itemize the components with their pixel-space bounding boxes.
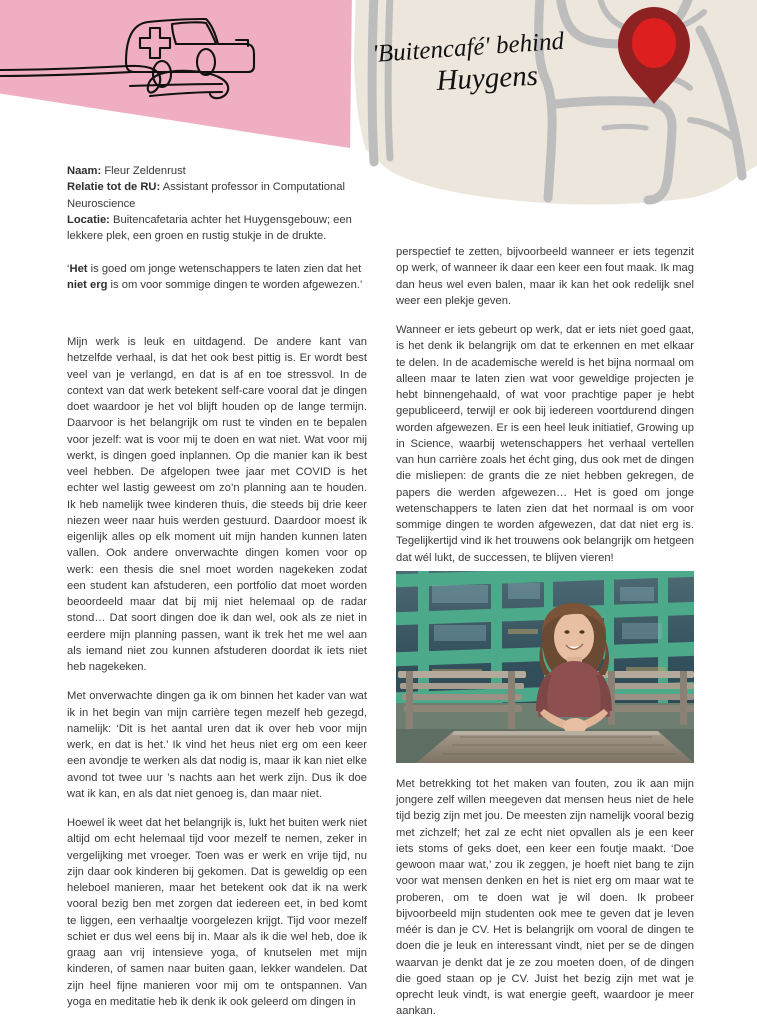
- meta-label-relation: Relatie tot de RU:: [67, 181, 161, 194]
- map-caption-line1: 'Buitencafé' behind: [371, 27, 565, 68]
- pink-accent-shape: [0, 0, 352, 148]
- meta-label-location: Locatie:: [67, 213, 110, 226]
- meta-row-location: [67, 212, 367, 245]
- portrait-photo-fleur-at-outdoor-table: [396, 571, 694, 763]
- paragraph: Mijn werk is leuk en uitdagend. De andere kant van hetzelfde verhaal, is dat het ook best pittig is. Er wordt best veel van je verlangd, en dat is af en toe stressvol. In de context van dat werk betekent self-care vooral dat je dingen doet waardoor je het vol blijft houden op de lange termijn. Daarvoor is het belangrijk om rust te vinden en te bepalen voor jezelf: wat is voor mij te doen en wat niet. Wat voor mij werkt, is dingen goed inplannen. Op die manier kan ik best veel hebben. De afgelopen twee jaar met COVID is het echter wel lastig geweest om zo’n planning aan te houden. Ik heb namelijk twee kinderen thuis, die steeds bij drie keer niezen weer naar huis werden gestuurd. Daardoor moest ik eigenlijk alles op elk moment uit mijn handen kunnen laten vallen. Ook andere onverwachte dingen komen voor op werk: een thesis die snel moet worden nagekeken zodat een student kan afstuderen, een portfolio dat moet worden beoordeeld maar dat bij mij niet helemaal op de radar stond… Dat soort dingen doe ik dan wel, ook als ze niet in eerdere mijn planning passen, want ik trek het me wel aan als iemand niet zou kunnen afstuderen doordat ik iets niet heb nagekeken.: [67, 336, 367, 673]
- quote-text-end: is om voor sommige dingen te worden afgewezen.’: [107, 279, 363, 292]
- meta-row-relation: [67, 179, 367, 212]
- article-column-left: [67, 334, 367, 1010]
- interviewee-metadata: [67, 163, 367, 244]
- meta-value-relation: Assistant professor in Computational Neuroscience: [67, 181, 345, 210]
- quote-open-mark: ‘: [67, 263, 70, 275]
- pull-quote: [67, 261, 367, 294]
- photo-graphic: [396, 571, 694, 763]
- paragraph: perspectief te zetten, bijvoorbeeld wanneer er iets tegenzit op werk, of wanneer ik daar een keer een fout maak. Ik mag dan heus wel even balen, maar ik kan het ook redelijk snel weer een plekje geven.: [396, 246, 694, 307]
- quote-text-mid: is goed om jonge wetenschappers te laten zien dat het: [87, 263, 362, 275]
- paragraph: Met onverwachte dingen ga ik om binnen het kader van wat ik in het begin van mijn carrière tegen mezelf heb gezegd, namelijk: ‘Dit is het aantal uren dat ik over heb voor mijn werk, en dat is het.’ Ik vind het heus niet erg om een keer een avondje te werken als dat nodig is, maar ik kan niet elke avond tot twee uur ’s nachts aan het werk zijn. Dus ik doe wat ik kan, en als dat niet genoeg is, dan maar niet.: [67, 690, 367, 800]
- meta-label-name: Naam:: [67, 165, 102, 177]
- paragraph: Met betrekking tot het maken van fouten, zou ik aan mijn jongere zelf willen meegeven dat mensen heus niet de hele tijd bezig zijn met jou. De meesten zijn namelijk vooral bezig met zichzelf; het zal ze echt niet opvallen als je een keer iets stoms of geks doet, een keer een foutje maakt. ‘Doe gewoon maar wat,’ zou ik zeggen, je hoeft niet bang te zijn voor wat mensen denken en het is niet erg om maar wat te proberen, om te doen wat je wil doen. Ik probeer bijvoorbeeld mijn studenten ook mee te geven dat je leven méér is dan je CV. Het is belangrijk om vooral de dingen te doen die je leuk en interessant vindt, niet per se de dingen waarvan je denkt dat je ze zou moeten doen, of de dingen die goed staan op je CV. Juist het bezig zijn met wat je oprecht leuk vindt, is wat energie geeft, waardoor je meer aankan.: [396, 777, 694, 1018]
- wooden-table: [416, 731, 694, 763]
- map-caption-line2: Huygens: [435, 59, 539, 97]
- meta-row-name: [67, 163, 367, 179]
- paragraph: Wanneer er iets gebeurt op werk, dat er iets niet goed gaat, is het denk ik belangrijk om dat te erkennen en met elkaar te delen. In de academische wereld is het bijna normaal om alleen maar te laten zien wat voor geweldige projecten je hebt binnengehaald, of wat voor prachtige paper je hebt gepubliceerd, terwijl er ook bij iedereen voortdurend dingen worden afgewezen. Er is een heel leuk initiatief, Growing up in Science, waarbij wetenschappers het verhaal vertellen van hun carrière zoals het écht ging, dus ook met de dingen die misliepen: de grants die ze niet hebben gekregen, de papers die werden afgewezen… Het is goed om jonge wetenschappers te laten zien dat het normaal is om voor sommige dingen te worden afgewezen, dat dat niet erg is. Tegelijkertijd vind ik het trouwens ook belangrijk om hetgeen dat wél lukt, de successen, te blijven vieren!: [396, 324, 694, 564]
- quote-bold-niet-erg: niet erg: [67, 279, 108, 292]
- meta-value-name: Fleur Zeldenrust: [104, 165, 186, 177]
- quote-bold-het: Het: [69, 263, 88, 275]
- meta-value-location: Buitencafetaria achter het Huygensgebouw; een lekkere plek, een groen en rustig stukje in de drukte.: [67, 213, 352, 243]
- article-column-right: [396, 244, 694, 1020]
- paragraph: Hoewel ik weet dat het belangrijk is, lukt het buiten werk niet altijd om echt helemaal tijd voor mezelf te nemen, zeker in vergelijking met vroeger. Toen was er werk en vrije tijd, nu zijn daar ook kinderen bij gekomen. Dat is geweldig op een heleboel manieren, maar het betekent ook dat ik na werk vooral bezig ben met zorgen dat iedereen eet, in bed komt te liggen, een verhaaltje voorgelezen krijgt. Tijd voor mezelf schiet er dus wel eens bij in. Maar als ik die wel heb, doe ik graag aan vrij intensieve yoga, of knutselen met mijn kinderen, of samen naar buiten gaan, lekker wandelen. Dat zijn heel fijne manieren voor mij om te ontspannen. Van yoga en meditatie heb ik denk ik ook geleerd om dingen in: [67, 817, 367, 1008]
